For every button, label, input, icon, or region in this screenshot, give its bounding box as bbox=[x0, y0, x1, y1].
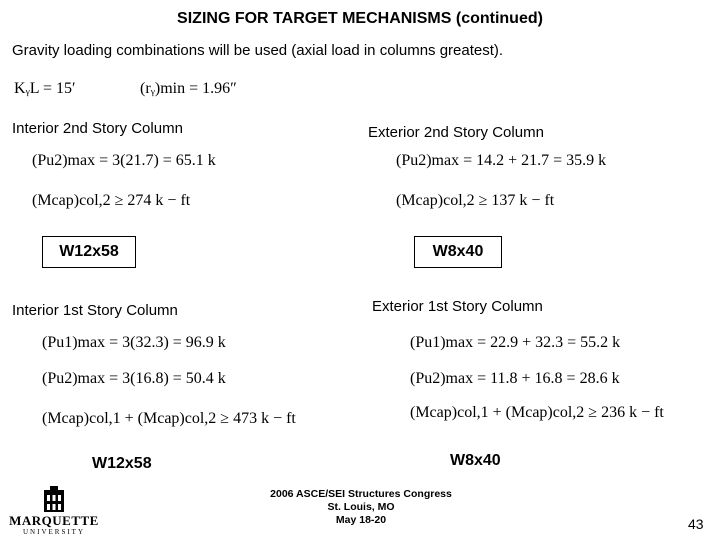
exterior-1st-section: W8x40 bbox=[450, 452, 501, 469]
footer bbox=[236, 488, 486, 527]
marquette-logo bbox=[6, 486, 102, 536]
footer-line-3: May 18-20 bbox=[335, 514, 387, 526]
interior-1st-axial-eq1: (Pu1)max = 3(32.3) = 96.9 k bbox=[42, 334, 226, 351]
interior-1st-heading: Interior 1st Story Column bbox=[12, 302, 178, 319]
interior-2nd-section-box: W12x58 bbox=[42, 236, 136, 268]
footer-line-1: 2006 ASCE/SEI Structures Congress bbox=[270, 488, 452, 500]
page-number: 43 bbox=[688, 516, 704, 532]
exterior-2nd-heading: Exterior 2nd Story Column bbox=[368, 124, 544, 141]
interior-2nd-axial-eq: (Pu2)max = 3(21.7) = 65.1 k bbox=[32, 152, 216, 169]
exterior-1st-axial-eq2: (Pu2)max = 11.8 + 16.8 = 28.6 k bbox=[410, 370, 620, 387]
interior-1st-section: W12x58 bbox=[92, 455, 152, 472]
exterior-1st-heading: Exterior 1st Story Column bbox=[372, 298, 543, 315]
exterior-1st-moment-eq: (Mcap)col,1 + (Mcap)col,2 ≥ 236 k − ft bbox=[410, 404, 664, 421]
interior-2nd-heading: Interior 2nd Story Column bbox=[12, 120, 183, 137]
intro-text: Gravity loading combinations will be used (axial load in columns greatest). bbox=[12, 42, 504, 59]
exterior-2nd-section-box: W8x40 bbox=[414, 236, 502, 268]
logo-name: MARQUETTE bbox=[9, 513, 99, 528]
slide-title: SIZING FOR TARGET MECHANISMS (continued) bbox=[177, 10, 543, 27]
interior-1st-moment-eq: (Mcap)col,1 + (Mcap)col,2 ≥ 473 k − ft bbox=[42, 410, 296, 427]
exterior-2nd-moment-eq: (Mcap)col,2 ≥ 137 k − ft bbox=[396, 192, 555, 209]
interior-2nd-moment-eq: (Mcap)col,2 ≥ 274 k − ft bbox=[32, 192, 191, 209]
exterior-2nd-axial-eq: (Pu2)max = 14.2 + 21.7 = 35.9 k bbox=[396, 152, 607, 169]
logo-subtitle: UNIVERSITY bbox=[23, 528, 85, 536]
exterior-1st-axial-eq1: (Pu1)max = 22.9 + 32.3 = 55.2 k bbox=[410, 334, 621, 351]
kl-equation: KᵧL = 15′ bbox=[14, 80, 76, 97]
footer-line-2: St. Louis, MO bbox=[327, 501, 395, 513]
tower-icon bbox=[6, 486, 102, 514]
interior-1st-axial-eq2: (Pu2)max = 3(16.8) = 50.4 k bbox=[42, 370, 226, 387]
ry-equation: (rᵧ)min = 1.96″ bbox=[140, 80, 237, 97]
